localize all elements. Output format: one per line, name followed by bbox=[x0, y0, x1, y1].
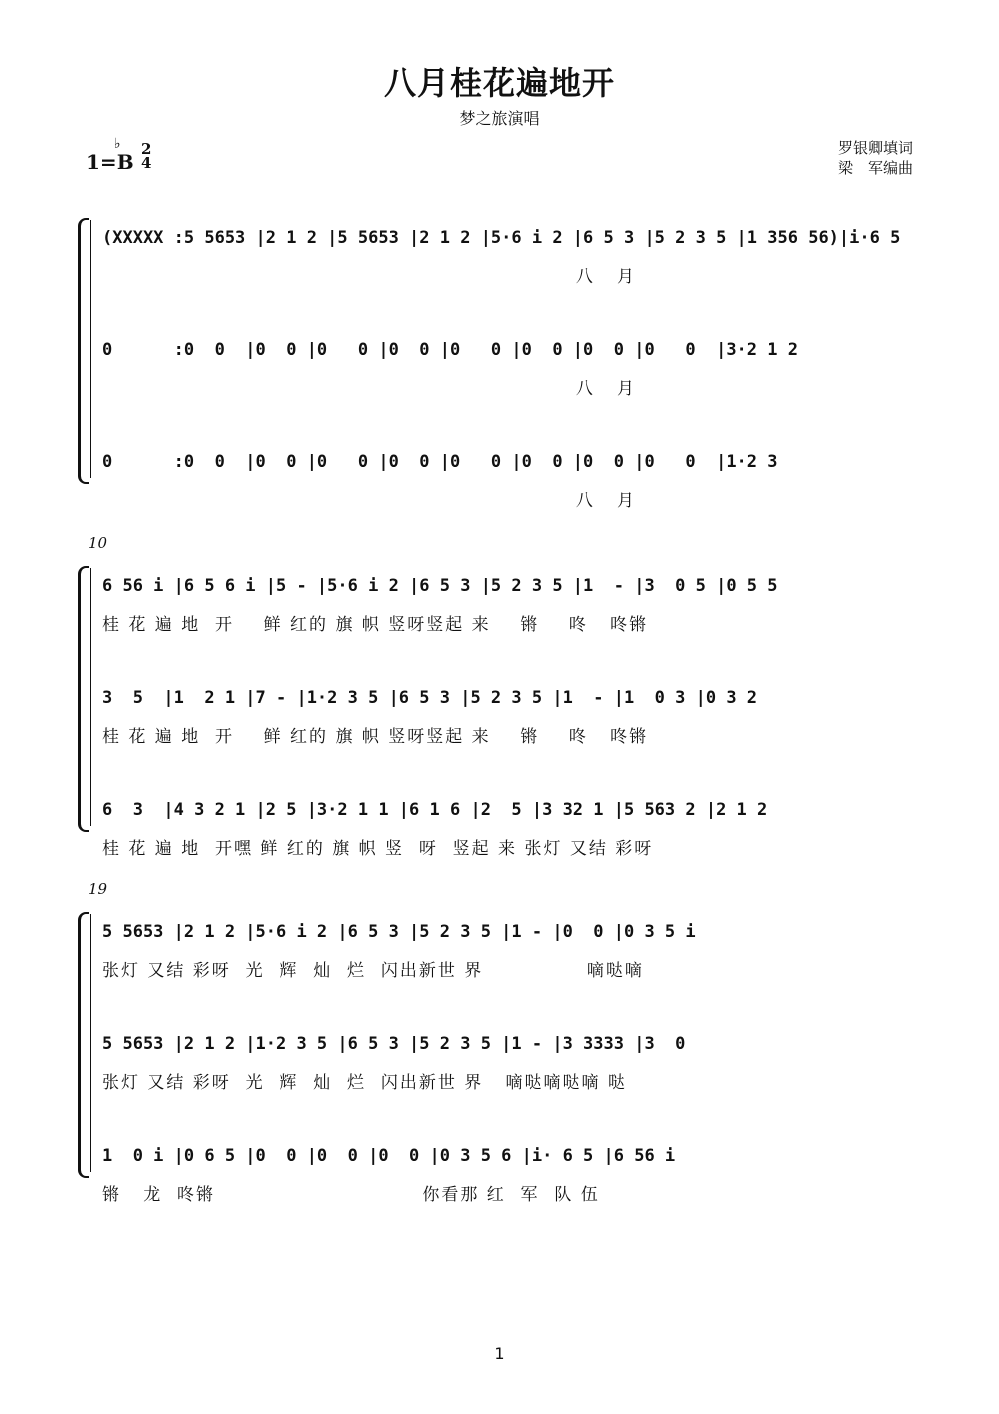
staff-voice-1 bbox=[98, 568, 918, 680]
staff-voice-3 bbox=[98, 1138, 918, 1250]
staff-lyrics: 锵 龙 咚锵 你看那 红 军 队 伍 bbox=[102, 1185, 600, 1205]
staff-voice-2 bbox=[98, 1026, 918, 1138]
credits bbox=[838, 138, 913, 178]
staff-notes: 1 0 i |0 6 5 |0 0 |0 0 |0 0 |0 3 5 6 |i· 6 5 |6 56 i bbox=[102, 1146, 676, 1166]
page-title: 八月桂花遍地开 bbox=[383, 64, 615, 102]
composer-credit: 梁 军编曲 bbox=[837, 159, 913, 177]
key-flat: ♭ bbox=[114, 136, 121, 152]
staff-lyrics: 八 月 bbox=[102, 267, 637, 287]
measure-number: 10 bbox=[88, 534, 108, 552]
score-system-2 bbox=[78, 566, 918, 859]
staff-lyrics: 桂 花 遍 地 开 鲜 红的 旗 帜 竖呀竖起 来 锵 咚 咚锵 bbox=[102, 615, 649, 635]
staff-voice-2 bbox=[98, 332, 918, 444]
subtitle: 梦之旅演唱 bbox=[459, 109, 540, 128]
staff-lyrics: 八 月 bbox=[102, 379, 637, 399]
system-line bbox=[90, 220, 91, 478]
staff-voice-1 bbox=[98, 914, 918, 1026]
staff-notes: 6 3 |4 3 2 1 |2 5 |3·2 1 1 |6 1 6 |2 5 |3 32 1 |5 563 2 |2 1 2 bbox=[102, 800, 768, 820]
time-signature bbox=[141, 142, 151, 170]
time-top: 2 bbox=[141, 140, 152, 158]
staff-notes: 0 :0 0 |0 0 |0 0 |0 0 |0 0 |0 0 |0 0 |0 0 |3·2 1 2 bbox=[102, 340, 798, 360]
system-bracket bbox=[78, 912, 89, 1178]
system-line bbox=[90, 914, 91, 1172]
staff-lyrics: 张灯 又结 彩呀 光 辉 灿 烂 闪出新世 界 嘀哒嘀 bbox=[102, 961, 644, 981]
key-note: B bbox=[116, 150, 134, 174]
staff-notes: 6 56 i |6 5 6 i |5 - |5·6 i 2 |6 5 3 |5 2 3 5 |1 - |3 0 5 |0 5 5 bbox=[102, 576, 778, 596]
measure-number: 19 bbox=[88, 880, 108, 898]
staff-voice-2 bbox=[98, 680, 918, 792]
staff-notes: 3 5 |1 2 1 |7 - |1·2 3 5 |6 5 3 |5 2 3 5 |1 - |1 0 3 |0 3 2 bbox=[102, 688, 758, 708]
staff-notes: (XXXXX :5 5653 |2 1 2 |5 5653 |2 1 2 |5·6 i 2 |6 5 3 |5 2 3 5 |1 356 56)|i·6 5 bbox=[102, 228, 901, 248]
staff-lyrics: 八 月 bbox=[102, 491, 637, 511]
time-bottom: 4 bbox=[141, 154, 152, 172]
system-bracket bbox=[78, 218, 89, 484]
staff-notes: 0 :0 0 |0 0 |0 0 |0 0 |0 0 |0 0 |0 0 |0 0 |1·2 3 bbox=[102, 452, 778, 472]
score-system-3 bbox=[78, 912, 918, 1205]
lyricist-credit: 罗银卿填词 bbox=[837, 139, 913, 157]
staff-lyrics: 张灯 又结 彩呀 光 辉 灿 烂 闪出新世 界 嘀哒嘀哒嘀 哒 bbox=[102, 1073, 627, 1093]
staff-lyrics: 桂 花 遍 地 开嘿 鲜 红的 旗 帜 竖 呀 竖起 来 张灯 又结 彩呀 bbox=[102, 839, 654, 859]
staff-lyrics: 桂 花 遍 地 开 鲜 红的 旗 帜 竖呀竖起 来 锵 咚 咚锵 bbox=[102, 727, 649, 747]
system-bracket bbox=[78, 566, 89, 832]
page-number: 1 bbox=[494, 1344, 505, 1363]
staff-voice-3 bbox=[98, 444, 918, 556]
system-line bbox=[90, 568, 91, 826]
staff-notes: 5 5653 |2 1 2 |1·2 3 5 |6 5 3 |5 2 3 5 |1 - |3 3333 |3 0 bbox=[102, 1034, 686, 1054]
score-system-1 bbox=[78, 218, 918, 511]
staff-voice-3 bbox=[98, 792, 918, 904]
staff-voice-1 bbox=[98, 220, 918, 332]
key-tonic: 1= bbox=[86, 150, 117, 174]
staff-notes: 5 5653 |2 1 2 |5·6 i 2 |6 5 3 |5 2 3 5 |1 - |0 0 |0 3 5 i bbox=[102, 922, 696, 942]
key-signature bbox=[86, 136, 152, 174]
